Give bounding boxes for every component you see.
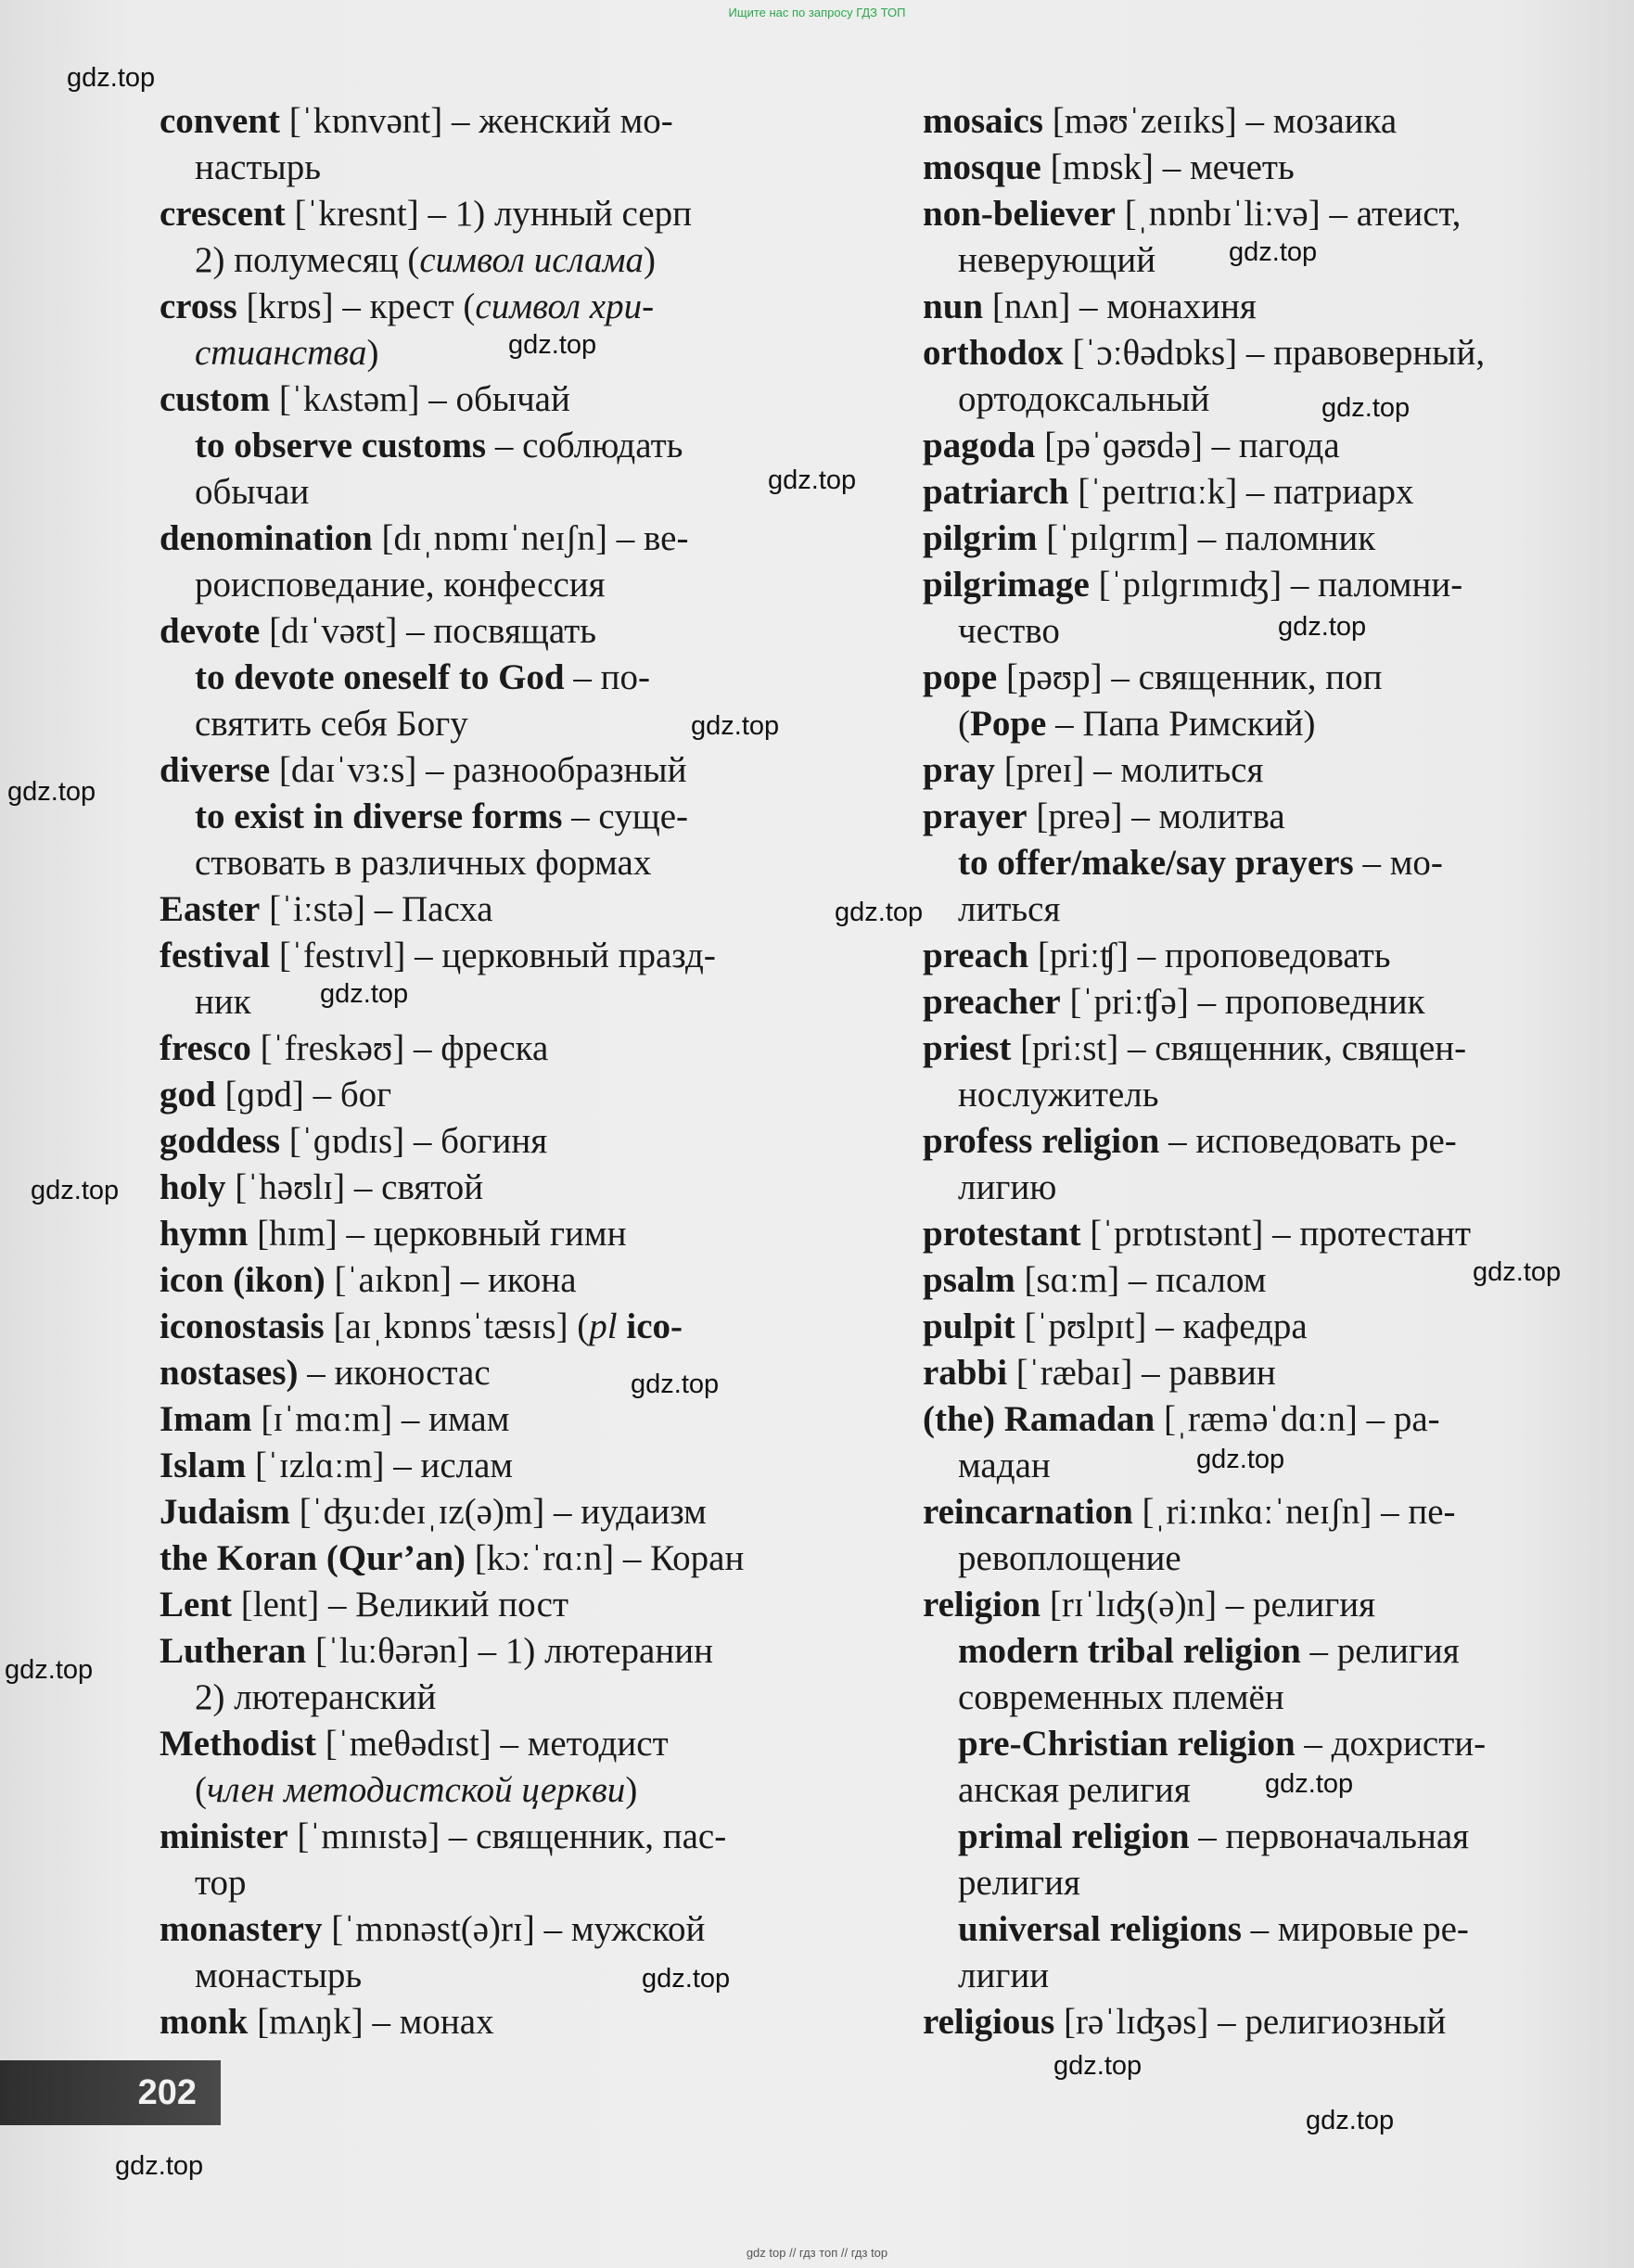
- watermark: gdz.top: [115, 2151, 204, 2181]
- definition-text: – мо-: [1353, 843, 1443, 883]
- definition-text: [məʊˈzeɪɪks] – мозаика: [1043, 101, 1398, 141]
- definition-text: [ˈluːθərən] – 1) лютеранин: [306, 1631, 713, 1671]
- entry-line: [160, 608, 830, 655]
- definition-text: чество: [958, 611, 1060, 651]
- entry-line: [923, 145, 1590, 191]
- entry-line: [923, 98, 1590, 145]
- definition-text: ): [625, 1770, 638, 1810]
- definition-text: 2) полумесяц (: [195, 240, 420, 280]
- definition-text: [dɪˈvəʊt] – посвящать: [260, 611, 597, 651]
- headword: Islam: [160, 1446, 247, 1485]
- entry-continuation-line: [923, 1906, 1590, 1953]
- watermark: gdz.top: [1306, 2106, 1395, 2135]
- watermark: gdz.top: [1196, 1445, 1285, 1474]
- headword: Methodist: [160, 1724, 316, 1764]
- entry-continuation-line: [160, 1767, 830, 1814]
- headword: hymn: [160, 1214, 249, 1254]
- definition-text: ): [366, 333, 379, 373]
- entry-line: [923, 423, 1590, 469]
- headword: Pope: [970, 704, 1047, 744]
- headword: to exist in diverse forms: [195, 796, 563, 836]
- headword: pre-Christian religion: [958, 1724, 1296, 1764]
- entry-line: [160, 1999, 830, 2045]
- definition-text: современных племён: [958, 1677, 1284, 1717]
- definition-text: [ˈpɪlɡrɪm] – паломник: [1037, 518, 1376, 558]
- entry-line: [160, 1350, 830, 1396]
- headword: custom: [160, 379, 271, 419]
- entry-line: [923, 1582, 1590, 1628]
- bottom-banner: gdz top // гдз топ // гдз top: [746, 2246, 888, 2260]
- headword: non-believer: [923, 194, 1116, 234]
- definition-text: [ˌræməˈdɑːn] – ра-: [1155, 1399, 1440, 1439]
- definition-text: [ˈhəʊlɪ] – святой: [225, 1167, 484, 1207]
- entry-continuation-line: [923, 1072, 1590, 1118]
- definition-text: [ˈræbaɪ] – раввин: [1007, 1353, 1276, 1393]
- right-column: [923, 98, 1590, 2045]
- entry-continuation-line: [923, 1535, 1590, 1582]
- headword: modern tribal religion: [958, 1631, 1301, 1671]
- headword: devote: [160, 611, 261, 651]
- definition-text: [preɪ] – молиться: [995, 750, 1264, 790]
- headword: rabbi: [923, 1353, 1008, 1393]
- headword: convent: [160, 101, 280, 141]
- definition-text: – религия: [1300, 1631, 1460, 1671]
- entry-line: [923, 1304, 1590, 1350]
- headword: holy: [160, 1167, 226, 1207]
- watermark: gdz.top: [631, 1370, 720, 1399]
- definition-text: – первоначальная: [1189, 1816, 1470, 1856]
- headword: pray: [923, 750, 995, 790]
- definition-text: [priːʧ] – проповедовать: [1028, 936, 1391, 975]
- definition-text: [ˈmɒnəst(ə)rɪ] – мужской: [322, 1909, 706, 1949]
- entry-continuation-line: [923, 1165, 1590, 1211]
- watermark: gdz.top: [1229, 237, 1318, 267]
- watermark: gdz.top: [835, 898, 924, 927]
- definition-text: ник: [195, 982, 251, 1022]
- definition-text: ортодоксальный: [958, 379, 1210, 419]
- definition-text: [krɒs] – крест (: [236, 287, 476, 326]
- entry-line: [923, 1396, 1590, 1443]
- definition-text: [ˈɔːθədɒks] – правоверный,: [1063, 333, 1486, 373]
- entry-continuation-line: [923, 608, 1590, 655]
- watermark: gdz.top: [1265, 1769, 1354, 1799]
- entry-line: [923, 330, 1590, 376]
- definition-text: [ˈkɒnvənt] – женский мо-: [280, 101, 673, 141]
- definition-text: [dɪˌnɒmɪˈneɪʃn] – ве-: [372, 518, 689, 558]
- headword: protestant: [923, 1214, 1081, 1254]
- watermark: gdz.top: [1053, 2051, 1143, 2081]
- entry-line: [923, 1999, 1590, 2045]
- entry-line: [923, 747, 1590, 794]
- headword: Lent: [160, 1585, 232, 1625]
- definition-text: [mɒsk] – мечеть: [1040, 147, 1295, 187]
- headword: nun: [923, 287, 984, 326]
- entry-continuation-line: [160, 979, 830, 1026]
- entry-continuation-line: [160, 1860, 830, 1906]
- headword: pope: [923, 657, 998, 697]
- definition-text: – мировые ре-: [1241, 1909, 1469, 1949]
- headword: festival: [160, 936, 271, 975]
- definition-text: [ˌnɒnbɪˈliːvə] – атеист,: [1115, 194, 1462, 234]
- entry-continuation-line: [923, 1953, 1590, 1999]
- entry-line: [923, 562, 1590, 608]
- entry-line: [923, 979, 1590, 1026]
- definition-text: [ˈprɒtɪstənt] – протестант: [1080, 1214, 1472, 1254]
- italic-note: член методистской церкви: [207, 1770, 626, 1810]
- definition-text: [pəˈɡəʊdə] – пагода: [1035, 426, 1340, 465]
- entry-line: [923, 655, 1590, 701]
- entry-continuation-line: [160, 145, 830, 191]
- watermark: gdz.top: [67, 63, 156, 93]
- watermark: gdz.top: [31, 1176, 120, 1205]
- watermark: gdz.top: [5, 1655, 94, 1685]
- definition-text: [ˈiːstə] – Пасха: [260, 889, 493, 929]
- watermark: gdz.top: [1473, 1257, 1562, 1287]
- headword: minister: [160, 1816, 288, 1856]
- definition-text: литься: [958, 889, 1061, 929]
- headword: goddess: [160, 1121, 281, 1161]
- definition-text: [ˈkʌstəm] – обычай: [270, 379, 570, 419]
- headword: pilgrim: [923, 518, 1038, 558]
- left-column: [160, 98, 830, 2045]
- headword: mosaics: [923, 101, 1043, 141]
- entry-line: [160, 98, 830, 145]
- definition-text: [priːst] – священник, священ-: [1011, 1028, 1467, 1068]
- definition-text: [ˈaɪkɒn] – икона: [325, 1260, 577, 1300]
- headword: Judaism: [160, 1492, 290, 1532]
- entry-continuation-line: [160, 655, 830, 701]
- entry-continuation-line: [160, 562, 830, 608]
- entry-line: [160, 747, 830, 794]
- definition-text: [ɪˈmɑːm] – имам: [251, 1399, 510, 1439]
- headword: primal religion: [958, 1816, 1190, 1856]
- definition-text: святить себя Богу: [195, 704, 468, 744]
- definition-text: [nʌn] – монахиня: [983, 287, 1257, 326]
- headword: mosque: [923, 147, 1041, 187]
- entry-line: [160, 1257, 830, 1304]
- definition-text: – Папа Римский): [1046, 704, 1316, 744]
- entry-continuation-line: [923, 840, 1590, 886]
- definition-text: [rəˈlɪʤəs] – религиозный: [1054, 2002, 1447, 2042]
- entry-continuation-line: [160, 330, 830, 376]
- entry-continuation-line: [923, 1721, 1590, 1767]
- headword: monk: [160, 2002, 249, 2042]
- headword: iconostasis: [160, 1306, 325, 1346]
- watermark: gdz.top: [7, 777, 96, 807]
- definition-text: лигии: [958, 1956, 1050, 1995]
- definition-text: ): [643, 240, 656, 280]
- definition-text: [ˈmɪnɪstə] – священник, пас-: [287, 1816, 727, 1856]
- definition-text: [ˈkresnt] – 1) лунный серп: [285, 194, 692, 234]
- entry-line: [923, 284, 1590, 330]
- entry-line: [923, 1118, 1590, 1165]
- headword: crescent: [160, 194, 286, 234]
- entry-continuation-line: [923, 1814, 1590, 1860]
- entry-continuation-line: [923, 701, 1590, 747]
- definition-text: [ˈpriːʧə] – проповедник: [1060, 982, 1425, 1022]
- headword: diverse: [160, 750, 271, 790]
- definition-text: [daɪˈvɜːs] – разнообразный: [270, 750, 687, 790]
- headword: prayer: [923, 796, 1028, 836]
- entry-line: [160, 1814, 830, 1860]
- headword: ico-: [617, 1306, 683, 1346]
- entry-continuation-line: [923, 1860, 1590, 1906]
- entry-line: [160, 1026, 830, 1072]
- headword: pulpit: [923, 1306, 1015, 1346]
- headword: Imam: [160, 1399, 252, 1439]
- entry-continuation-line: [160, 469, 830, 516]
- entry-line: [160, 1582, 830, 1628]
- entry-continuation-line: [160, 1675, 830, 1721]
- headword: profess religion: [923, 1121, 1160, 1161]
- definition-text: [ˈpɪlɡrɪmɪʤ] – паломни-: [1089, 565, 1463, 605]
- definition-text: [aɪˌkɒnɒsˈtæsɪs] (: [324, 1306, 590, 1346]
- headword: the Koran (Qur’an): [160, 1538, 466, 1578]
- entry-continuation-line: [923, 1628, 1590, 1675]
- definition-text: [ˈpʊlpɪt] – кафедра: [1015, 1306, 1308, 1346]
- headword: orthodox: [923, 333, 1064, 373]
- entry-line: [160, 1396, 830, 1443]
- entry-line: [923, 1211, 1590, 1257]
- definition-text: мадан: [958, 1446, 1051, 1485]
- entry-line: [160, 933, 830, 979]
- entry-line: [923, 469, 1590, 516]
- entry-line: [160, 284, 830, 330]
- entry-line: [160, 1165, 830, 1211]
- entry-line: [160, 1443, 830, 1489]
- entry-line: [160, 1906, 830, 1953]
- definition-text: ствовать в различных формах: [195, 843, 652, 883]
- watermark: gdz.top: [768, 465, 857, 495]
- watermark: gdz.top: [320, 979, 409, 1009]
- definition-text: [kɔːˈrɑːn] – Коран: [466, 1538, 745, 1578]
- definition-text: – соблюдать: [486, 426, 683, 465]
- definition-text: настырь: [195, 147, 322, 187]
- headword: god: [160, 1075, 216, 1115]
- entry-line: [160, 376, 830, 423]
- definition-text: [ˈɪzlɑːm] – ислам: [246, 1446, 514, 1485]
- entry-line: [160, 1072, 830, 1118]
- definition-text: [preə] – молитва: [1027, 796, 1285, 836]
- watermark: gdz.top: [642, 1964, 731, 1994]
- definition-text: [hɪm] – церковный гимн: [248, 1214, 627, 1254]
- definition-text: [ɡɒd] – бог: [215, 1075, 392, 1115]
- watermark: gdz.top: [691, 711, 780, 741]
- definition-text: [ˈfreskəʊ] – фреска: [250, 1028, 549, 1068]
- definition-text: [ˈʤuːdeɪˌɪz(ə)m] – иудаизм: [289, 1492, 707, 1532]
- headword: nostases): [160, 1353, 299, 1393]
- definition-text: [ˌriːɪnkɑːˈneɪʃn] – пе-: [1132, 1492, 1456, 1532]
- definition-text: (: [958, 704, 970, 744]
- headword: patriarch: [923, 472, 1069, 512]
- headword: icon (ikon): [160, 1260, 326, 1300]
- entry-line: [160, 516, 830, 562]
- watermark: gdz.top: [508, 330, 597, 360]
- entry-line: [923, 1489, 1590, 1535]
- definition-text: (: [195, 1770, 207, 1810]
- definition-text: анская религия: [958, 1770, 1191, 1810]
- italic-note: pl: [589, 1306, 618, 1346]
- top-banner: Ищите нас по запросу ГДЗ ТОП: [728, 6, 906, 19]
- definition-text: ревоплощение: [958, 1538, 1181, 1578]
- entry-continuation-line: [923, 1675, 1590, 1721]
- entry-line: [160, 1304, 830, 1350]
- definition-text: тор: [195, 1863, 247, 1903]
- entry-continuation-line: [923, 1767, 1590, 1814]
- definition-text: монастырь: [195, 1956, 363, 1995]
- entry-line: [923, 191, 1590, 237]
- entry-line: [160, 1628, 830, 1675]
- definition-text: – суще-: [562, 796, 689, 836]
- watermark: gdz.top: [1321, 393, 1411, 423]
- headword: religion: [923, 1585, 1041, 1625]
- entry-continuation-line: [160, 237, 830, 284]
- definition-text: [ˈmeθədɪst] – методист: [316, 1724, 669, 1764]
- definition-text: – дохристи-: [1295, 1724, 1487, 1764]
- headword: monastery: [160, 1909, 323, 1949]
- definition-text: – по-: [564, 657, 650, 697]
- headword: preacher: [923, 982, 1061, 1022]
- page-number-text: 202: [137, 2073, 197, 2112]
- headword: denomination: [160, 518, 373, 558]
- definition-text: нослужитель: [958, 1075, 1159, 1115]
- headword: (the) Ramadan: [923, 1399, 1155, 1439]
- entry-continuation-line: [923, 376, 1590, 423]
- entry-continuation-line: [160, 794, 830, 840]
- entry-line: [160, 1118, 830, 1165]
- headword: to offer/make/say prayers: [958, 843, 1354, 883]
- headword: reincarnation: [923, 1492, 1133, 1532]
- headword: pilgrimage: [923, 565, 1090, 605]
- entry-line: [160, 1721, 830, 1767]
- definition-text: [mʌŋk] – монах: [248, 2002, 494, 2042]
- definition-text: [pəʊp] – священник, поп: [997, 657, 1383, 697]
- definition-text: [ˈɡɒdɪs] – богиня: [280, 1121, 548, 1161]
- definition-text: лигию: [958, 1167, 1057, 1207]
- headword: to observe customs: [195, 426, 487, 465]
- headword: priest: [923, 1028, 1012, 1068]
- headword: Easter: [160, 889, 261, 929]
- headword: to devote oneself to God: [195, 657, 565, 697]
- watermark: gdz.top: [1278, 612, 1367, 642]
- entry-continuation-line: [160, 423, 830, 469]
- headword: preach: [923, 936, 1029, 975]
- entry-line: [923, 1026, 1590, 1072]
- definition-text: [ˈpeɪtrɪɑːk] – патриарх: [1068, 472, 1414, 512]
- entry-line: [160, 1535, 830, 1582]
- entry-line: [923, 1350, 1590, 1396]
- definition-text: неверующий: [958, 240, 1156, 280]
- entry-line: [923, 516, 1590, 562]
- definition-text: – исповедовать ре-: [1159, 1121, 1457, 1161]
- entry-line: [160, 191, 830, 237]
- entry-line: [923, 794, 1590, 840]
- headword: cross: [160, 287, 237, 326]
- italic-note: символ хри-: [475, 287, 655, 326]
- definition-text: [rɪˈlɪʤ(ə)n] – религия: [1040, 1585, 1376, 1625]
- headword: universal religions: [958, 1909, 1242, 1949]
- entry-line: [923, 933, 1590, 979]
- definition-text: религия: [958, 1863, 1080, 1903]
- definition-text: – иконостас: [298, 1353, 491, 1393]
- definition-text: роисповедание, конфессия: [195, 565, 606, 605]
- italic-note: стианства: [195, 333, 367, 373]
- headword: religious: [923, 2002, 1055, 2042]
- entry-line: [160, 1211, 830, 1257]
- definition-text: [ˈfestɪvl] – церковный празд-: [270, 936, 716, 975]
- entry-continuation-line: [923, 886, 1590, 933]
- headword: Lutheran: [160, 1631, 307, 1671]
- definition-text: обычаи: [195, 472, 310, 512]
- headword: psalm: [923, 1260, 1015, 1300]
- definition-text: 2) лютеранский: [195, 1677, 437, 1717]
- definition-text: [sɑːm] – псалом: [1015, 1260, 1267, 1300]
- italic-note: символ ислама: [419, 240, 644, 280]
- entry-line: [160, 886, 830, 933]
- definition-text: [lent] – Великий пост: [232, 1585, 568, 1625]
- entry-line: [160, 1489, 830, 1535]
- headword: fresco: [160, 1028, 251, 1068]
- page-number: [0, 2060, 221, 2125]
- headword: pagoda: [923, 426, 1036, 465]
- entry-continuation-line: [160, 840, 830, 886]
